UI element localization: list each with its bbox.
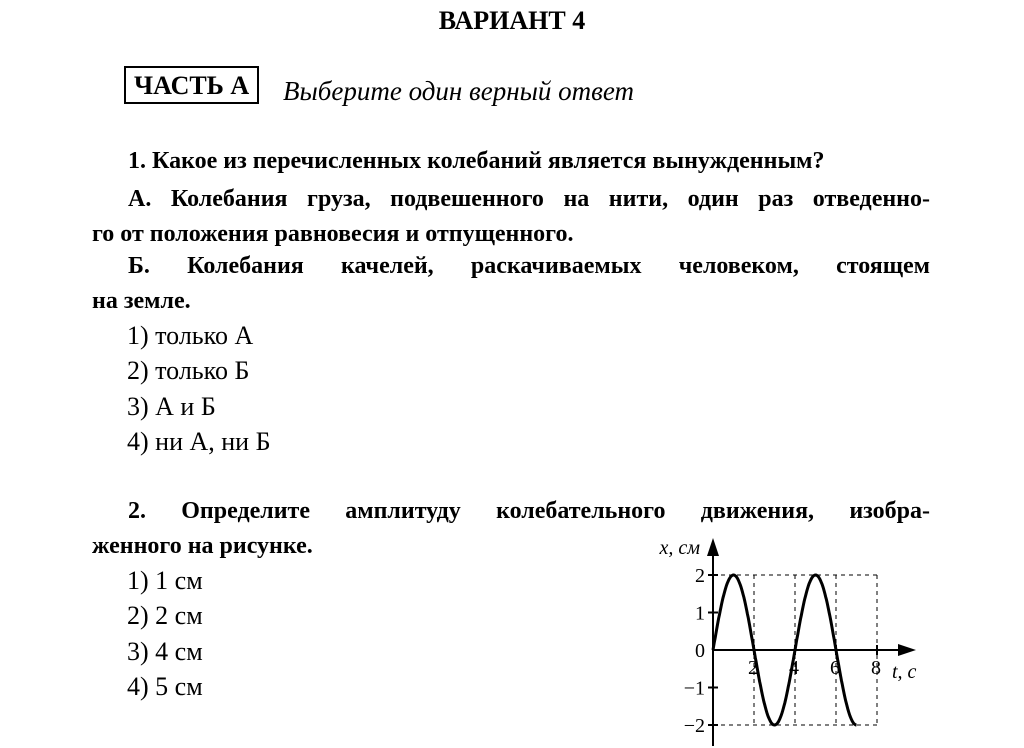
y-tick-label: 1 <box>695 602 705 625</box>
x-tick-label: 2 <box>748 657 758 679</box>
x-axis-arrow <box>898 644 916 656</box>
y-axis-label: x, см <box>659 537 700 559</box>
part-label: ЧАСТЬ А <box>124 66 259 104</box>
part-instruction: Выберите один верный ответ <box>283 76 634 106</box>
x-axis-label: t, с <box>892 661 917 683</box>
question-1-option-a-line2: го от положения равновесия и отпущенного. <box>92 221 574 247</box>
question-1-option-b-line1: Б. Колебания качелей, раскачиваемых человеком, стоящем <box>128 253 930 279</box>
y-tick-label: 2 <box>695 565 705 587</box>
question-1-answer-2: 2) только Б <box>127 356 250 385</box>
oscillation-graph <box>600 530 960 748</box>
x-tick-label: 8 <box>871 657 881 679</box>
y-tick-label: −1 <box>683 677 705 700</box>
question-2-answer-3: 3) 4 см <box>127 637 203 666</box>
question-1-answer-4: 4) ни А, ни Б <box>127 427 271 456</box>
x-tick-label: 4 <box>789 657 799 679</box>
question-2-answer-2: 2) 2 см <box>127 601 203 630</box>
question-2-line1: 2. Определите амплитуду колебательного движения, изобра- <box>128 498 930 524</box>
y-axis-arrow <box>707 538 719 556</box>
question-1-answer-3: 3) А и Б <box>127 392 216 421</box>
question-1-option-a-line1: А. Колебания груза, подвешенного на нити, один раз отведенно- <box>128 186 930 212</box>
question-2-answer-4: 4) 5 см <box>127 672 203 701</box>
question-1-option-b-line2: на земле. <box>92 288 191 314</box>
page-title: ВАРИАНТ 4 <box>438 6 586 35</box>
question-2-line2: женного на рисунке. <box>92 533 313 559</box>
x-tick-label: 6 <box>830 657 840 679</box>
y-tick-label: 0 <box>695 640 705 662</box>
question-2-answer-1: 1) 1 см <box>127 566 203 595</box>
y-tick-label: −2 <box>683 715 705 737</box>
question-1-answer-1: 1) только А <box>127 321 254 350</box>
question-1-text: 1. Какое из перечисленных колебаний является вынужденным? <box>128 148 825 174</box>
